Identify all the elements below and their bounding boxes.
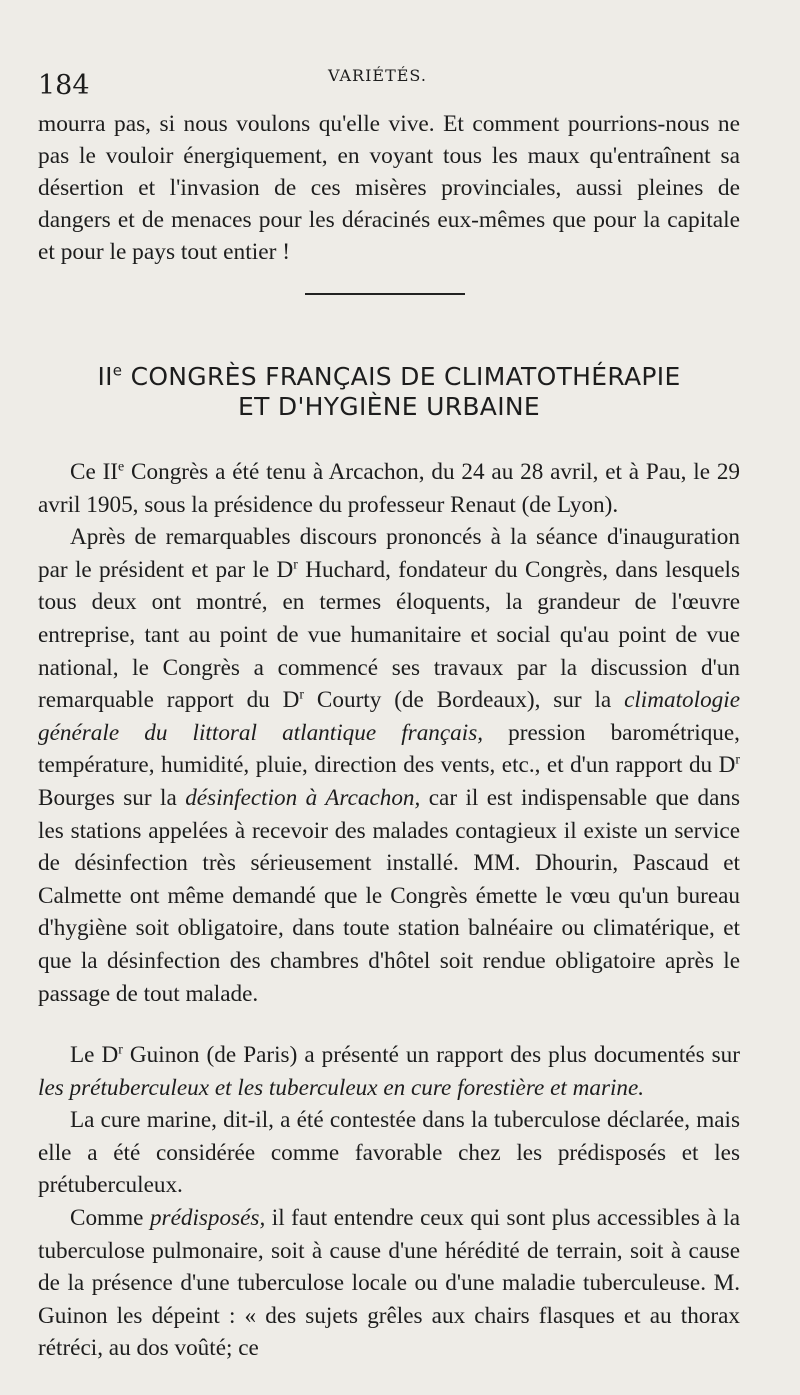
section-title [38,362,740,422]
running-head: VARIÉTÉS. [328,66,427,85]
continuation-paragraph [38,108,740,268]
p2-text-c: Courty (de Bordeaux), sur la [304,687,625,714]
p2-italic-1: climatologie générale du littoral atlantique français, [38,687,740,746]
paragraph-3 [38,1039,740,1104]
title-line-2: ET D'HYGIÈNE URBAINE [238,392,540,421]
section-body-2 [38,1039,740,1365]
p3-text-b: Guinon (de Paris) a présenté un rapport des plus documentés sur [122,1042,740,1068]
p1-text-b: Congrès a été tenu à Arcachon, du 24 au 28 avril, et à Pau, le 29 avril 1905, sous la présidence du professeur Renaut (de Lyon). [38,459,741,518]
p2-sup-3: r [735,752,740,768]
title-line-1 [38,362,740,392]
p2-italic-2: désinfection à Arcachon, [185,784,421,811]
p3-italic: les prétuberculeux et les tuberculeux en cure forestière et marine. [38,1074,645,1101]
p5-text-a: Comme [70,1204,150,1231]
p2-text-a: Après de remarquables discours prononcés à la séance d'inauguration par le président et par le D [38,524,740,583]
p1-sup: e [118,459,125,475]
paragraph-4: La cure marine, dit-il, a été contestée dans la tuberculose déclarée, mais elle a été considérée comme favorable chez les prédisposés et les prétuberculeux. [38,1107,740,1199]
p2-sup-1: r [293,557,298,573]
p5-text-b: il faut entendre ceux qui sont plus accessibles à la tuberculose pulmonaire, soit à cause d'une hérédité de terrain, soit à cause de la présence d'une tuberculose locale ou d'une maladie tuberculeuse. M. Guinon les dépeint : « des sujets grêles aux chairs flasques et au thorax rétréci, au dos voûté; ce [38,1204,740,1362]
paragraph-5 [38,1202,740,1365]
title-line-1-text: CONGRÈS FRANÇAIS DE CLIMATOTHÉRAPIE [122,362,681,391]
p2-text-f: car il est indispensable que dans les stations appelées à recevoir des malades contagieux il existe un service de désinfection très sérieusement installé. MM. Dhourin, Pascaud et Calmette ont même demandé que le Congrès émette le vœu qu'un bureau d'hygiène soit obligatoire, dans toute station balnéaire ou climatérique, et que la désinfection des chambres d'hôtel soit rendue obligatoire après le passage de tout malade. [38,784,740,1007]
title-prefix-sup: e [112,361,123,380]
p2-text-b: Huchard, fondateur du Congrès, dans lesquels tous deux ont montré, en termes éloquents, la grandeur de l'œuvre entreprise, tant au point de vue humanitaire et social qu'au point de vue national, le Congrès a commencé ses travaux par la discussion d'un remarquable rapport du D [38,556,740,714]
title-prefix: II [97,362,113,391]
page-number: 184 [38,70,90,101]
page-header [38,64,740,104]
p2-sup-2: r [299,687,305,703]
paragraph-2 [38,521,740,1010]
p2-text-d: pression barométrique, température, humidité, pluie, direction des vents, etc., et d'un rapport du D [38,719,740,779]
section-body-1 [38,456,740,1010]
paragraph-1 [38,456,740,521]
p5-italic: prédisposés, [149,1204,266,1231]
p1-text-a: Ce II [70,459,119,485]
continuation-text: mourra pas, si nous voulons qu'elle vive. Et comment pourrions-nous ne pas le vouloir énergiquement, en voyant tous les maux qu'entraînent sa désertion et l'invasion de ces misères provinciales, aussi pleines de dangers et de menaces pour les déracinés eux-mêmes que pour la capitale et pour le pays tout entier ! [38,111,740,265]
section-divider [305,293,465,295]
p3-sup: r [118,1042,123,1058]
p3-text-a: Le D [70,1042,119,1068]
p2-text-e: Bourges sur la [38,784,186,811]
